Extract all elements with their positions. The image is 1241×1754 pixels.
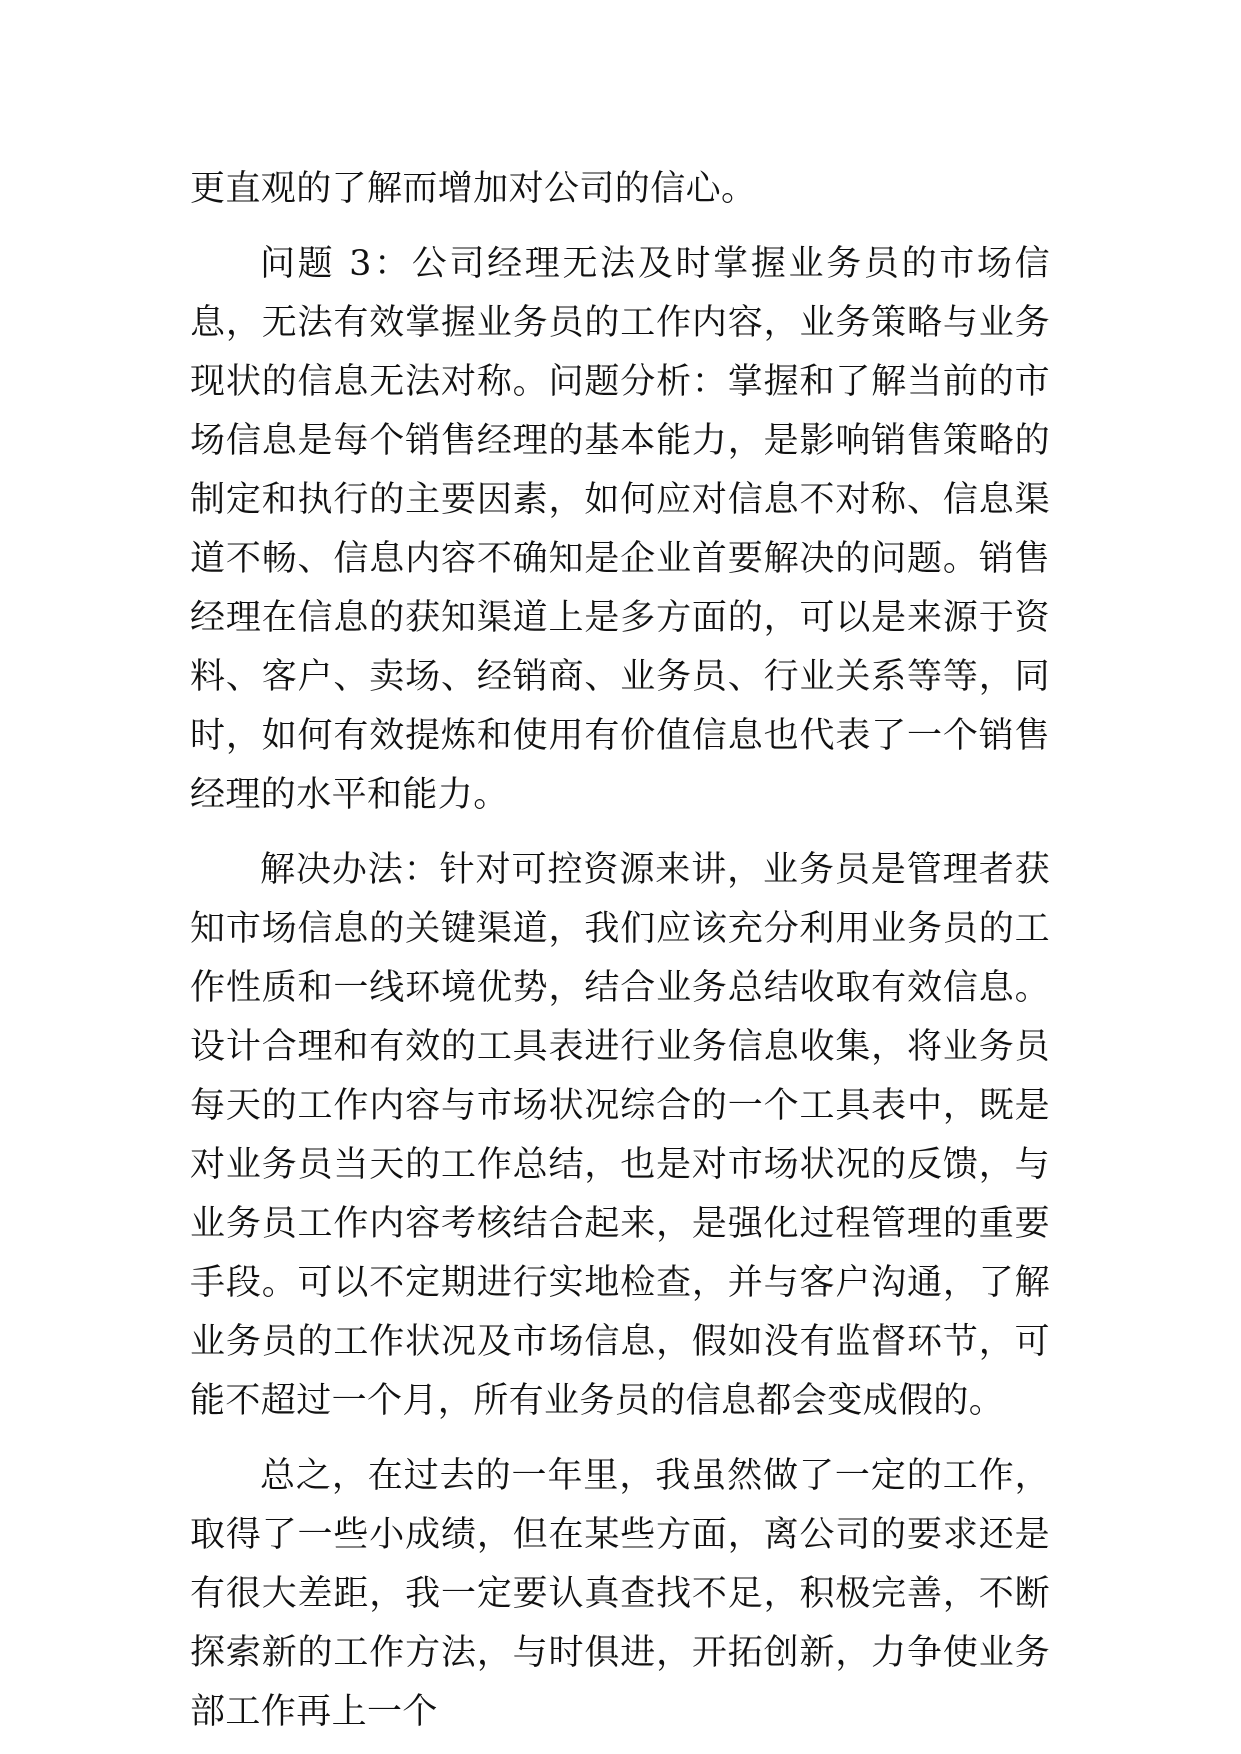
document-body [190,160,1050,1742]
paragraph-continuation: 更直观的了解而增加对公司的信心。 [190,169,757,209]
paragraph-summary: 总之，在过去的一年里，我虽然做了一定的工作，取得了一些小成绩，但在某些方面，离公司的要求还是有很大差距，我一定要认真查找不足，积极完善，不断探索新的工作方法，与时俱进，开拓创新，力争使业务部工作再上一个 [190,1456,1050,1732]
paragraph-solution: 解决办法：针对可控资源来讲，业务员是管理者获知市场信息的关键渠道，我们应该充分利用业务员的工作性质和一线环境优势，结合业务总结收取有效信息。设计合理和有效的工具表进行业务信息收集，将业务员每天的工作内容与市场状况综合的一个工具表中，既是对业务员当天的工作总结，也是对市场状况的反馈，与业务员工作内容考核结合起来，是强化过程管理的重要手段。可以不定期进行实地检查，并与客户沟通，了解业务员的工作状况及市场信息，假如没有监督环节，可能不超过一个月，所有业务员的信息都会变成假的。 [190,850,1050,1421]
paragraph-problem-3: 问题 3：公司经理无法及时掌握业务员的市场信息，无法有效掌握业务员的工作内容，业务策略与业务现状的信息无法对称。问题分析：掌握和了解当前的市场信息是每个销售经理的基本能力，是影响销售策略的制定和执行的主要因素，如何应对信息不对称、信息渠道不畅、信息内容不确知是企业首要解决的问题。销售经理在信息的获知渠道上是多方面的，可以是来源于资料、客户、卖场、经销商、业务员、行业关系等等，同时，如何有效提炼和使用有价值信息也代表了一个销售经理的水平和能力。 [190,244,1050,815]
